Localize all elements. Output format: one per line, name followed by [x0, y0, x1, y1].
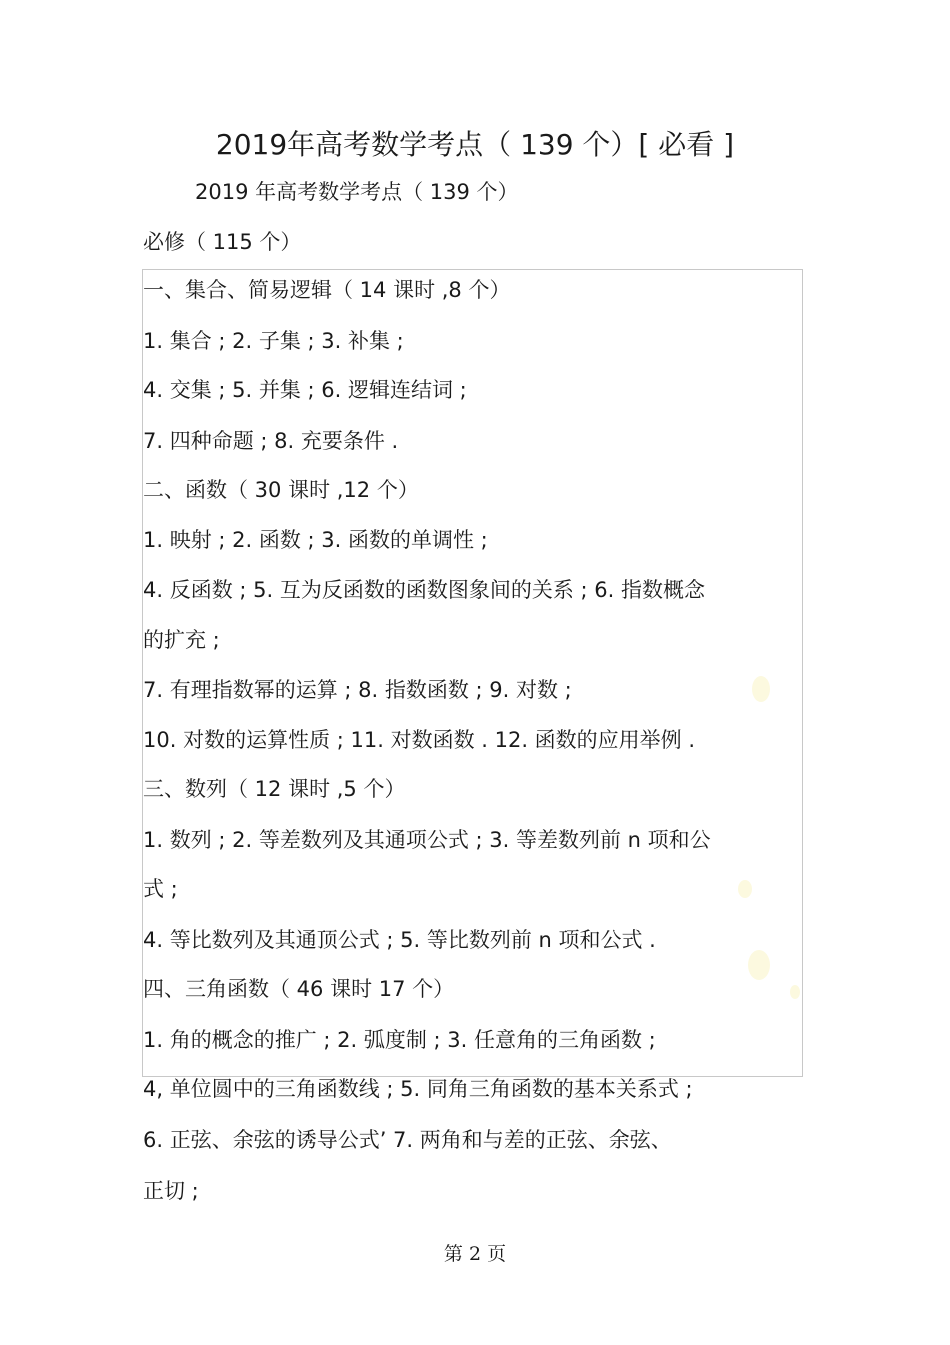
heading-sequences: 三、数列（ 12 课时 ,5 个） — [143, 777, 406, 801]
text-line: 1. 映射 ; 2. 函数 ; 3. 函数的单调性 ; — [143, 528, 488, 552]
heading-functions: 二、函数（ 30 课时 ,12 个） — [143, 478, 419, 502]
text-line: 正切 ; — [143, 1179, 199, 1203]
text-line: 1. 集合 ; 2. 子集 ; 3. 补集 ; — [143, 329, 404, 353]
heading-trig: 四、三角函数（ 46 课时 17 个） — [143, 977, 455, 1001]
page-subtitle: 2019 年高考数学考点（ 139 个） — [195, 180, 519, 204]
section-label: 必修（ 115 个） — [143, 230, 302, 254]
text-line: 式 ; — [143, 877, 178, 901]
text-line: 7. 四种命题 ; 8. 充要条件 . — [143, 429, 399, 453]
page-footer: 第 2 页 — [443, 1243, 507, 1265]
text-line: 10. 对数的运算性质 ; 11. 对数函数 . 12. 函数的应用举例 . — [143, 728, 696, 752]
heading-sets-logic: 一、集合、简易逻辑（ 14 课时 ,8 个） — [143, 278, 511, 302]
page-title: 2019年高考数学考点（ 139 个）[ 必看 ] — [215, 128, 735, 161]
text-line: 6. 正弦、余弦的诱导公式’ 7. 两角和与差的正弦、余弦、 — [143, 1128, 672, 1152]
text-line: 4. 等比数列及其通顶公式 ; 5. 等比数列前 n 项和公式 . — [143, 928, 656, 952]
text-line: 1. 数列 ; 2. 等差数列及其通项公式 ; 3. 等差数列前 n 项和公 — [143, 828, 711, 852]
text-line: 7. 有理指数幂的运算 ; 8. 指数函数 ; 9. 对数 ; — [143, 678, 572, 702]
text-line: 4, 单位圆中的三角函数线 ; 5. 同角三角函数的基本关系式 ; — [143, 1077, 693, 1101]
text-line: 1. 角的概念的推广 ; 2. 弧度制 ; 3. 任意角的三角函数 ; — [143, 1028, 656, 1052]
text-line: 4. 反函数 ; 5. 互为反函数的函数图象间的关系 ; 6. 指数概念 — [143, 578, 705, 602]
text-line: 的扩充 ; — [143, 628, 220, 652]
text-line: 4. 交集 ; 5. 并集 ; 6. 逻辑连结词 ; — [143, 378, 467, 402]
